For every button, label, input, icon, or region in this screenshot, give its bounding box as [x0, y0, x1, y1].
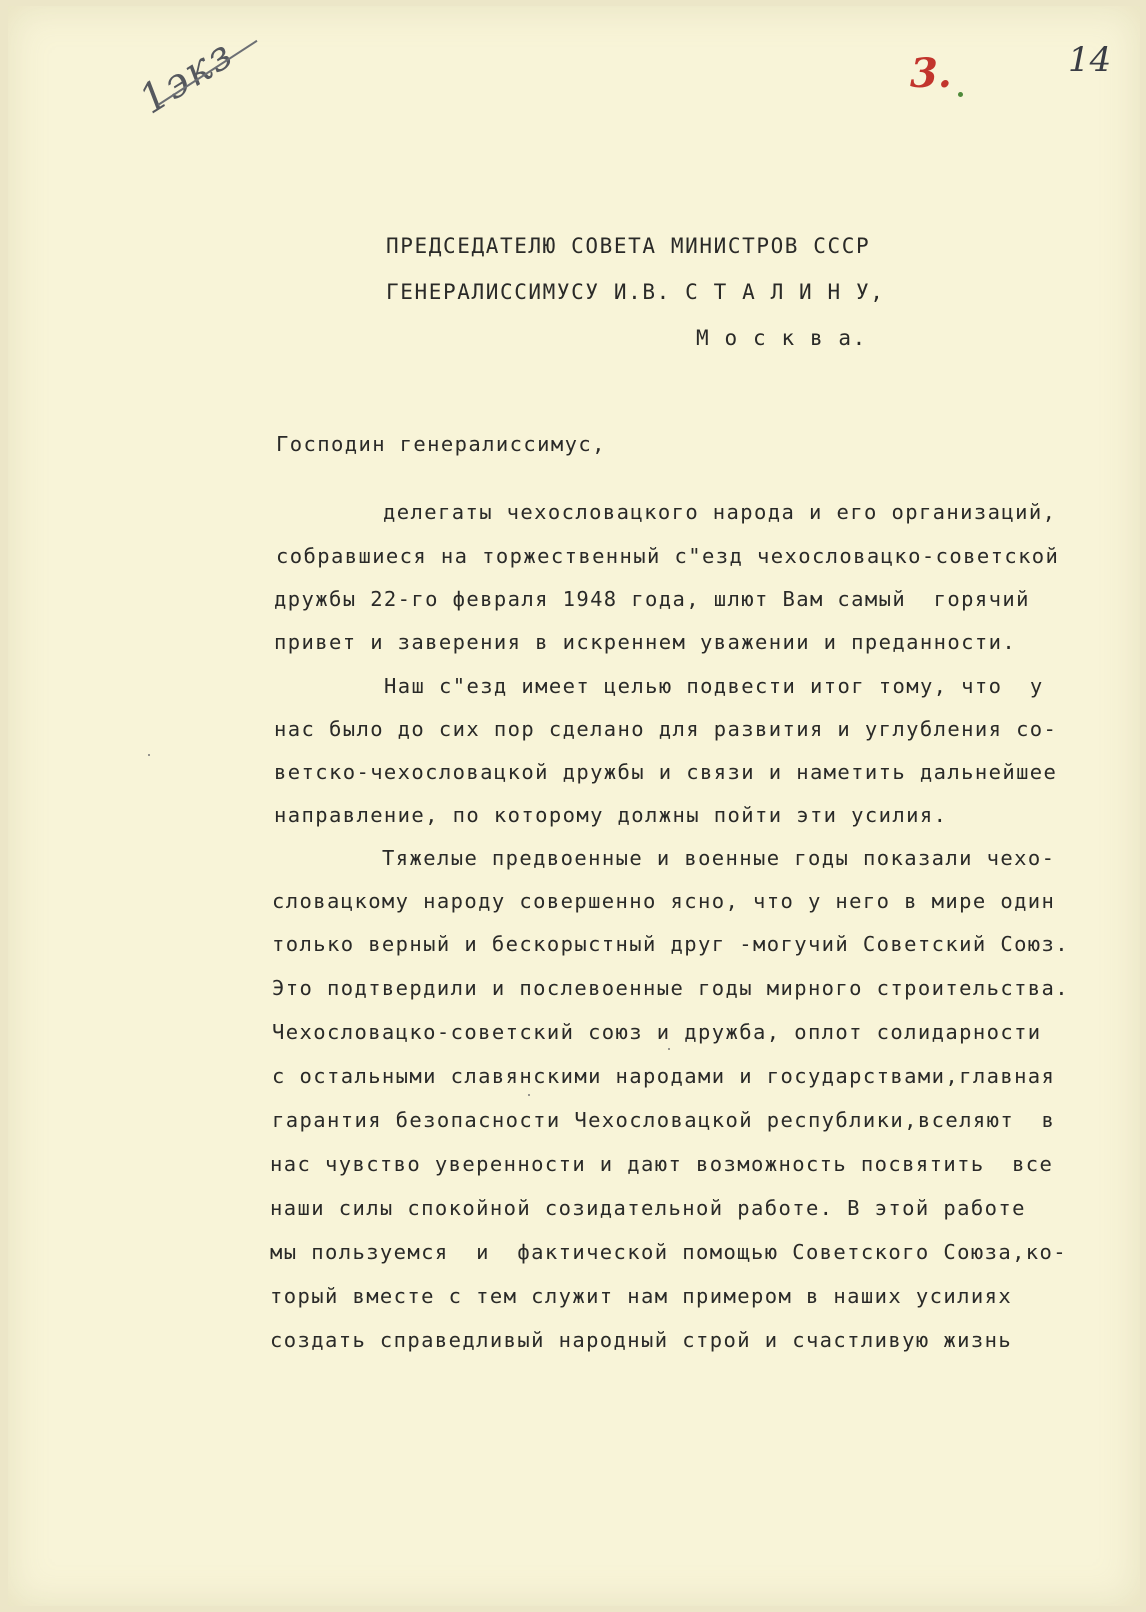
body-line: Тяжелые предвоенные и военные годы показали чехо-	[382, 846, 1056, 870]
body-line: словацкому народу совершенно ясно, что у него в мире один	[272, 889, 1056, 913]
address-line-recipient-title: ПРЕДСЕДАТЕЛЮ СОВЕТА МИНИСТРОВ СССР	[386, 234, 871, 258]
page-number-handwritten: 14	[1068, 40, 1112, 80]
body-line: мы пользуемся и фактической помощью Советского Союза,ко-	[270, 1240, 1068, 1264]
body-line: нас было до сих пор сделано для развития и углубления со-	[274, 717, 1058, 741]
body-line: только верный и бескорыстный друг -могучий Советский Союз.	[272, 932, 1070, 956]
body-line: с остальными славянскими народами и государствами,главная	[272, 1064, 1056, 1088]
body-line: привет и заверения в искреннем уважении и преданности.	[274, 630, 1017, 654]
body-line: Чехословацко-советский союз и дружба, оплот солидарности	[272, 1020, 1042, 1044]
body-line: торый вместе с тем служит нам примером в наших усилиях	[270, 1284, 1013, 1308]
body-line: ветско-чехословацкой дружбы и связи и наметить дальнейшее	[274, 760, 1058, 784]
body-line: Это подтвердили и послевоенные годы мирного строительства.	[272, 976, 1070, 1000]
body-line: наши силы спокойной созидательной работе. В этой работе	[270, 1196, 1026, 1220]
body-line: гарантия безопасности Чехословацкой республики,вселяют в	[272, 1108, 1056, 1132]
body-line: собравшиеся на торжественный с"езд чехословацко-советской	[276, 544, 1060, 568]
paper-speck	[668, 1048, 670, 1050]
body-line: направление, по которому должны пойти эти усилия.	[274, 803, 948, 827]
salutation: Господин генералиссимус,	[276, 432, 606, 456]
paper-speck	[528, 1094, 530, 1096]
body-line: дружбы 22-го февраля 1948 года, шлют Вам самый горячий	[274, 587, 1030, 611]
address-line-city: М о с к в а.	[696, 326, 867, 350]
body-line: Наш с"езд имеет целью подвести итог тому, что у	[384, 674, 1044, 698]
body-line: создать справедливый народный строй и счастливую жизнь	[270, 1328, 1013, 1352]
body-line: нас чувство уверенности и дают возможность посвятить все	[270, 1152, 1054, 1176]
green-ink-dot	[958, 92, 963, 97]
copy-count-handwritten-mark: 1экз	[131, 30, 243, 124]
body-line: делегаты чехословацкого народа и его организаций,	[383, 500, 1057, 524]
document-page	[8, 6, 1140, 1606]
sequence-number-red-mark: 3.	[910, 50, 952, 97]
address-line-recipient-name: ГЕНЕРАЛИССИМУСУ И.В. С Т А Л И Н У,	[386, 280, 885, 304]
paper-speck	[148, 754, 150, 756]
